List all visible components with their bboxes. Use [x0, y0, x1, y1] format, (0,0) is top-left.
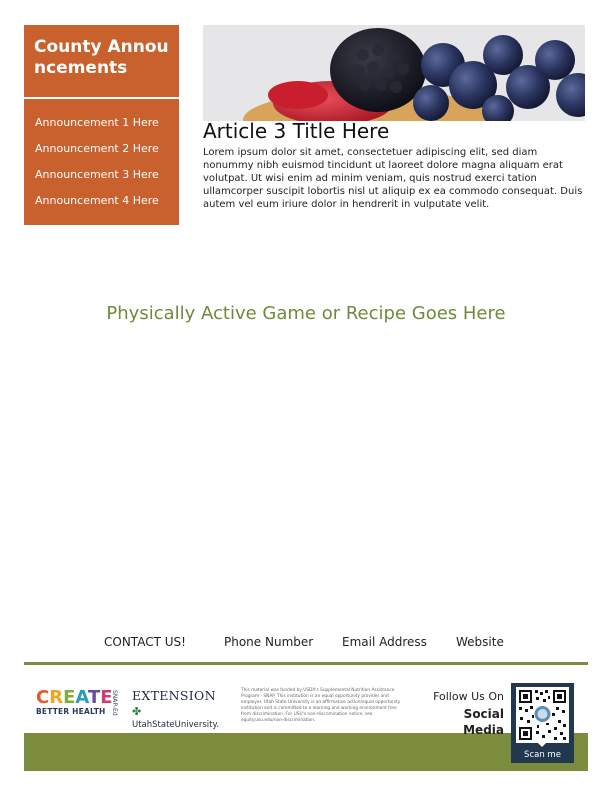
berries-photo	[203, 25, 585, 121]
qr-code-frame[interactable]	[511, 683, 574, 763]
media-text: Media	[463, 723, 504, 737]
contact-website: Website	[456, 635, 504, 649]
article-body: Lorem ipsum dolor sit amet, consectetuer adipiscing elit, sed diam nonummy nibh euismod tincidunt ut laoreet dolore magna aliquam erat volutpat. Ut wisi enim ad minim veniam, quis nostrud exerci tation ullamcorper suscipit lobortis nisl ut aliquip ex ea commodo consequat. Duis autem vel eum iriure dolor in hendrerit in vulputate velit.	[203, 147, 583, 210]
contact-phone: Phone Number	[224, 635, 314, 649]
announcement-2: Announcement 2 Here	[35, 142, 159, 155]
contact-email: Email Address	[342, 635, 427, 649]
create-logo-word: CREATE	[36, 687, 113, 708]
activity-heading: Physically Active Game or Recipe Goes Here	[106, 303, 506, 324]
usu-wordmark: UtahStateUniversity.	[132, 720, 220, 730]
follow-us-text: Follow Us On	[433, 690, 504, 703]
announcement-3: Announcement 3 Here	[35, 168, 159, 181]
snap-ed-label: SNAP-Ed	[111, 690, 118, 716]
qr-pointer	[538, 743, 546, 747]
announcement-1: Announcement 1 Here	[35, 116, 159, 129]
usu-extension-logo	[132, 688, 228, 730]
announcement-4: Announcement 4 Here	[35, 194, 159, 207]
nondiscrimination-statement: This material was funded by USDA's Supplemental Nutrition Assistance Program - SNAP. This institution is an equal opportunity provider and employer. Utah State University is an affirmative action/equal opportunity institution and is committed to a learning and working environment free from discrimination. For USU's non-discrimination notice, see equity.usu.edu/non-discrimination.	[241, 688, 401, 723]
announcements-sidebar	[24, 25, 179, 225]
contact-us-label: CONTACT US!	[104, 635, 186, 649]
footer-divider	[24, 662, 588, 665]
sidebar-divider	[24, 97, 179, 99]
social-text: Social	[463, 707, 504, 721]
qr-code[interactable]	[516, 687, 569, 743]
article-title: Article 3 Title Here	[203, 119, 390, 143]
footer-band	[24, 733, 588, 771]
extension-wordmark: EXTENSION ✤	[132, 688, 216, 718]
clover-icon: ✤	[132, 705, 142, 718]
create-logo-subtitle: BETTER HEALTH	[36, 707, 106, 716]
social-media-callout	[420, 690, 504, 737]
qr-caption: Scan me	[524, 750, 561, 760]
sidebar-title: County Announcements	[34, 37, 169, 78]
